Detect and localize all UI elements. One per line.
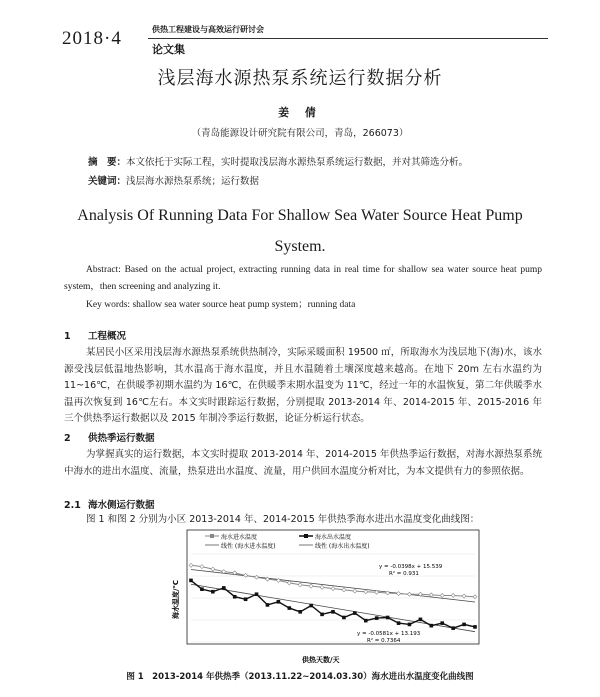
legend-out-label: 海水出水温度 — [315, 534, 352, 541]
outlet-point — [309, 604, 313, 608]
outlet-point — [375, 616, 379, 620]
header-collection: 论文集 — [152, 43, 185, 56]
y-axis-label: 海水温度/℃ — [172, 579, 180, 619]
outlet-point — [397, 621, 401, 625]
section-2-1-heading — [64, 497, 155, 511]
keywords-cn-label: 关键词： — [88, 176, 127, 187]
outlet-point — [211, 590, 215, 594]
header-year: 2018·4 — [62, 28, 122, 49]
abstract-en-label: Abstract: — [86, 265, 121, 275]
legend-marker-out — [304, 534, 308, 538]
outlet-point — [222, 586, 226, 590]
section-1-body: 某居民小区采用浅层海水源热泵系统供热制冷，实际采暖面积 19500 ㎡，所取海水为浅层地下(海)水，该水源受浅层低温地热影响，其水温高于海水温度，并且水温随着土壤深度越来越高。在地下 20m 左右水温约为 11~16℃，在供暖季初期水温约为 16℃，在供暖季末期水温变为 11℃，经过一年的水温恢复，第二年供暖季水温再次恢复到 16℃左右。本文实时跟踪运行数据，分别提取 2013-2014 年、2014-2015 年、2015-2016 年三个供热季运行数据以及 2015 年制冷季运行数据，论证分析运行状态。 — [64, 347, 542, 424]
abstract-en — [64, 262, 542, 295]
keywords-en-label: Key words: — [86, 300, 131, 310]
outlet-point — [277, 600, 281, 604]
outlet-point — [408, 623, 412, 627]
abstract-cn — [88, 154, 468, 168]
figure-1-chart — [157, 524, 487, 666]
outlet-point — [419, 618, 423, 622]
section-1-heading — [64, 328, 126, 342]
keywords-en-text: shallow sea water source heat pump system；running data — [132, 300, 356, 310]
affiliation: （青岛能源设计研究院有限公司，青岛，266073） — [191, 128, 409, 139]
legend-trend-in-label: 线性 (海水进水温度) — [221, 543, 276, 550]
outlet-point — [298, 610, 302, 614]
outlet-point — [331, 610, 335, 614]
keywords-en — [64, 297, 542, 314]
outlet-point — [430, 624, 434, 628]
section-2-heading — [64, 430, 155, 444]
section-2-1-title: 海水侧运行数据 — [88, 500, 155, 511]
section-1-title: 工程概况 — [88, 331, 127, 342]
section-2-body: 为掌握真实的运行数据，本文实时提取 2013-2014 年、2014-2015 年供热季运行数据，对海水源热泵系统中海水的进出水温度、流量，热泵进出水温度、流量，用户供回水温度分析对比，为本文提供有力的参照依据。 — [64, 449, 542, 477]
outlet-point — [266, 603, 270, 607]
trend-in-r2: R² = 0.931 — [389, 571, 419, 577]
abstract-cn-label: 摘 要： — [88, 157, 127, 168]
outlet-point — [189, 579, 193, 583]
section-2-num: 2 — [64, 433, 71, 444]
header-conference: 供热工程建设与高效运行研讨会 — [152, 25, 264, 34]
outlet-point — [233, 595, 237, 599]
trend-out-equation: y = -0.0581x + 13.193 — [357, 631, 421, 637]
legend-trend-out-label: 线性 (海水出水温度) — [315, 543, 370, 550]
outlet-point — [462, 623, 466, 627]
keywords-cn — [88, 173, 259, 187]
outlet-point — [473, 625, 477, 629]
outlet-point — [255, 592, 259, 596]
outlet-point — [451, 626, 455, 630]
outlet-point — [288, 606, 292, 610]
author: 姜 倩 — [278, 106, 322, 119]
trend-in-equation: y = -0.0398x + 15.539 — [379, 564, 443, 570]
section-2-1-num: 2.1 — [64, 500, 81, 511]
paper-title-cn: 浅层海水源热泵系统运行数据分析 — [157, 68, 443, 89]
paper-title-en-line1: Analysis Of Running Data For Shallow Sea Water Source Heat Pump — [77, 207, 523, 224]
outlet-point — [353, 611, 357, 615]
outlet-point — [244, 597, 248, 601]
legend-in-label: 海水进水温度 — [221, 534, 258, 541]
figure-1-caption: 图 1 2013-2014 年供热季（2013.11.22~2014.03.30）海水进出水温度变化曲线图 — [126, 672, 474, 682]
outlet-point — [342, 616, 346, 620]
section-1-num: 1 — [64, 331, 71, 342]
abstract-cn-text: 本文依托于实际工程，实时提取浅层海水源热泵系统运行数据，并对其筛选分析。 — [126, 157, 469, 168]
header-rule — [148, 38, 548, 39]
outlet-point — [364, 619, 368, 623]
trend-out-r2: R² = 0.7364 — [367, 638, 401, 644]
outlet-point — [200, 587, 204, 591]
legend-marker-in — [210, 534, 214, 538]
section-2-title: 供热季运行数据 — [88, 433, 155, 444]
section-2-1-body: 图 1 和图 2 分别为小区 2013-2014 年、2014-2015 年供热季海水进出水温度变化曲线图： — [86, 514, 480, 525]
keywords-cn-text: 浅层海水源热泵系统；运行数据 — [126, 176, 260, 187]
x-axis-label: 供热天数/天 — [302, 656, 340, 664]
paper-title-en-line2: System. — [274, 238, 326, 255]
outlet-point — [320, 613, 324, 617]
outlet-point — [440, 621, 444, 625]
outlet-point — [386, 616, 390, 620]
abstract-en-text: Based on the actual project, extracting running data in real time for shallow sea water source heat pump system，then screening and analyzing it. — [64, 265, 543, 292]
